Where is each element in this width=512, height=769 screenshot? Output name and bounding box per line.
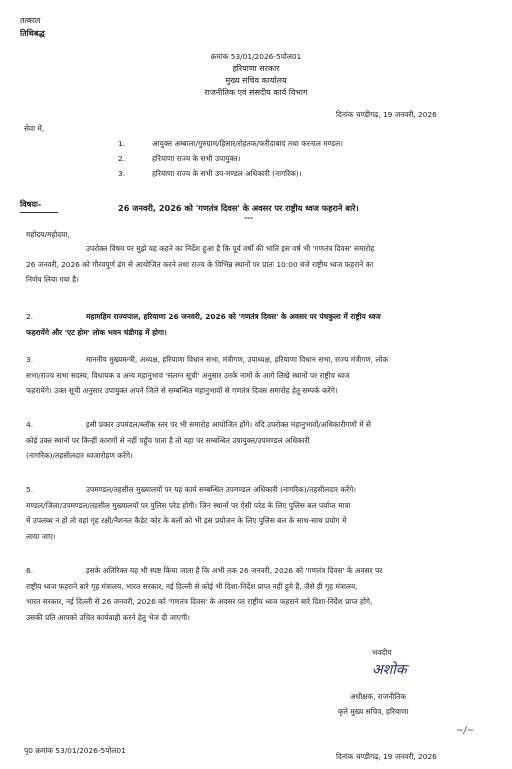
para-line: उपरोक्त विषय पर मुझे यह कहने का निर्देश हुआ है कि पूर्व वर्षों की भांति इस वर्ष भी 'गणतंत्र दिवस' समारोह	[86, 244, 375, 253]
recipient-text: हरियाणा राज्य के सभी उपायुक्त।	[152, 154, 241, 163]
paragraph-1	[26, 241, 492, 288]
para-number: 4.	[26, 420, 34, 429]
salutation: महोदय/महोदया,	[26, 230, 70, 239]
recipient-num: 3.	[118, 169, 126, 178]
reference-number: क्रमांक 53/01/2026-5पोल01	[210, 52, 302, 61]
para-line: में उपलब्ध न हों तो वहां गृह रक्षी/नैशनल कैडेट कोर के बलों को भी इस प्रयोजन के लिए पुलिस बल के साथ-साथ प्रयोग में	[26, 516, 347, 526]
signatory-title: अधीक्षक, राजनीतिक	[350, 692, 407, 701]
org-office: मुख्य सचिव कार्यालय	[225, 76, 287, 85]
paragraph-2	[26, 309, 492, 340]
para-line: महामहिम राज्यपाल, हरियाणा 26 जनवरी, 2026 को 'गणतंत्र दिवस' के अवसर पर पंचकुला में राष्ट्रीय ध्वज	[86, 312, 381, 321]
signatory-office: कृते मुख्य सचिव, हरियाणा	[338, 707, 409, 716]
para-number: 2.	[26, 312, 34, 321]
para-line: राष्ट्रीय ध्वज फहराने बारे गृह मंत्रालय, भारत सरकार, नई दिल्ली से कोई भी दिशा-निर्देश प्राप्त नहीं हुये हैं, जैसे ही गृह मंत्रालय,	[26, 581, 358, 591]
recipient-num: 2.	[118, 154, 126, 163]
para-line: इसके अतिरिक्त यह भी स्पष्ट किया जाता है कि अभी तक 26 जनवरी, 2026 को 'गणतंत्र दिवस' के अवसर पर	[86, 566, 383, 575]
para-line: लाया जाए।	[26, 531, 56, 541]
handwritten-signature: अशोक	[372, 662, 407, 678]
closing-word: भवदीय	[372, 648, 392, 657]
para-line: फहरायेंगे और 'एट होम' लोक भवन चंडीगढ़ में होगा।	[26, 327, 167, 337]
time-bound-mark: तिथिबद्ध	[20, 29, 45, 38]
para-line: फहरायेंगे। उक्त सूची अनुसार उपायुक्त अपने जिले से सम्बन्धित महानुभावों से गणतंत्र दिवस समारोह हेतु सम्पर्क करेंगे।	[26, 386, 338, 396]
date-top: दिनांक चण्डीगढ़, 19 जनवरी, 2026	[336, 110, 437, 119]
para-number: 5.	[26, 485, 34, 494]
para-line: कोई उक्त स्थानों पर किन्हीं कारणों से नहीं पहुँच पाता है तो वहा पर सम्बन्धित उपायुक्त/उपमण्डल अधिकारी	[26, 435, 310, 445]
recipient-num: 1.	[118, 139, 126, 148]
subject-text: 26 जनवरी, 2026 को 'गणतंत्र दिवस' के अवसर पर राष्ट्रीय ध्वज फहराने बारे।	[118, 203, 359, 213]
para-line: उसकी प्रति आपको उचित कार्यवाही करने हेतु भेज दी जाएगी।	[26, 612, 190, 622]
subject-label: विषयः-	[20, 199, 42, 209]
subject-underline	[20, 212, 58, 213]
seva-label: सेवा में,	[24, 124, 45, 133]
recipient-text: हरियाणा राज्य के सभी उप-मण्डल अधिकारी (नागरिक)।	[152, 169, 302, 178]
recipient-text: आयुक्त अम्बाला/गुरुग्राम/हिसार/रोहतक/फरीदाबाद तथा करनाल मण्डल।	[152, 139, 343, 148]
urgent-mark: तत्काल	[20, 16, 41, 25]
paragraph-5	[26, 482, 492, 544]
para-line: इसी प्रकार उपमंडल/ब्लॉक स्तर पर भी समारोह आयोजित होंगे। यदि उपरोक्त महानुभावों/अधिकारीगणों में से	[86, 420, 371, 429]
para-line: 26 जनवरी, 2026 को गौरवपूर्ण ढंग से आयोजित करने तथा राज्य के विभिन्न स्थानों पर प्रातः 10:00 बजे राष्ट्रीय ध्वज फहराने का	[26, 259, 374, 269]
para-number: 3.	[26, 355, 34, 364]
paragraph-6	[26, 563, 492, 625]
subject-dash: ---	[244, 213, 254, 222]
para-line: (नागरिक)/तहसीलदार ध्वजारोहण करेंगे।	[26, 451, 133, 461]
para-line: मण्डल/जिला/उपमण्डल/तहसील मुख्यालयों पर पुलिस परेड होगी। जिन स्थानों पर ऐसी परेड के लिए पुलिस बल पर्याप्त मात्रा	[26, 500, 351, 510]
para-line: माननीय मुख्यमन्त्री, अध्यक्ष, हरियाणा विधान सभा, मंत्रीगण, उपाध्यक्ष, हरियाणा विधान सभा, राज्य मंत्रीगण, लोक	[86, 355, 389, 364]
para-line: उपमण्डल/तहसील मुख्यालयों पर यह कार्य सम्बन्धित उपमण्डल अधिकारी (नागरिक)/तहसीलदार करेंगे।	[86, 485, 357, 494]
paragraph-3	[26, 352, 492, 399]
endorsement-ref: पृ0 क्रमांक 53/01/2026-5पोल01	[24, 746, 126, 755]
para-line: भारत सरकार, नई दिल्ली से 26 जनवरी, 2026 को 'गणतंत्र दिवस' के अवसर पर राष्ट्रीय ध्वज फहराने बारे दिशा-निर्देश प्राप्त होंगे,	[26, 597, 373, 607]
date-bottom: दिनांक चण्डीगढ़, 19 जनवरी, 2026	[336, 752, 437, 761]
org-government: हरियाणा सरकार	[232, 64, 280, 73]
org-department: राजनीतिक एवं संसदीय कार्य विभाग	[204, 88, 308, 97]
para-line: सभा/राज्य सभा सदस्य, विधायक व अन्य महानुभाव 'संलग्न सूची' अनुसार उनके नामों के आगे लिखे स्थानों पर राष्ट्रीय ध्वज	[26, 370, 350, 380]
paragraph-4	[26, 417, 492, 464]
para-line: निर्णय लिया गया है।	[26, 275, 79, 285]
pen-mark: ~/~	[456, 726, 475, 736]
para-number: 6.	[26, 566, 34, 575]
